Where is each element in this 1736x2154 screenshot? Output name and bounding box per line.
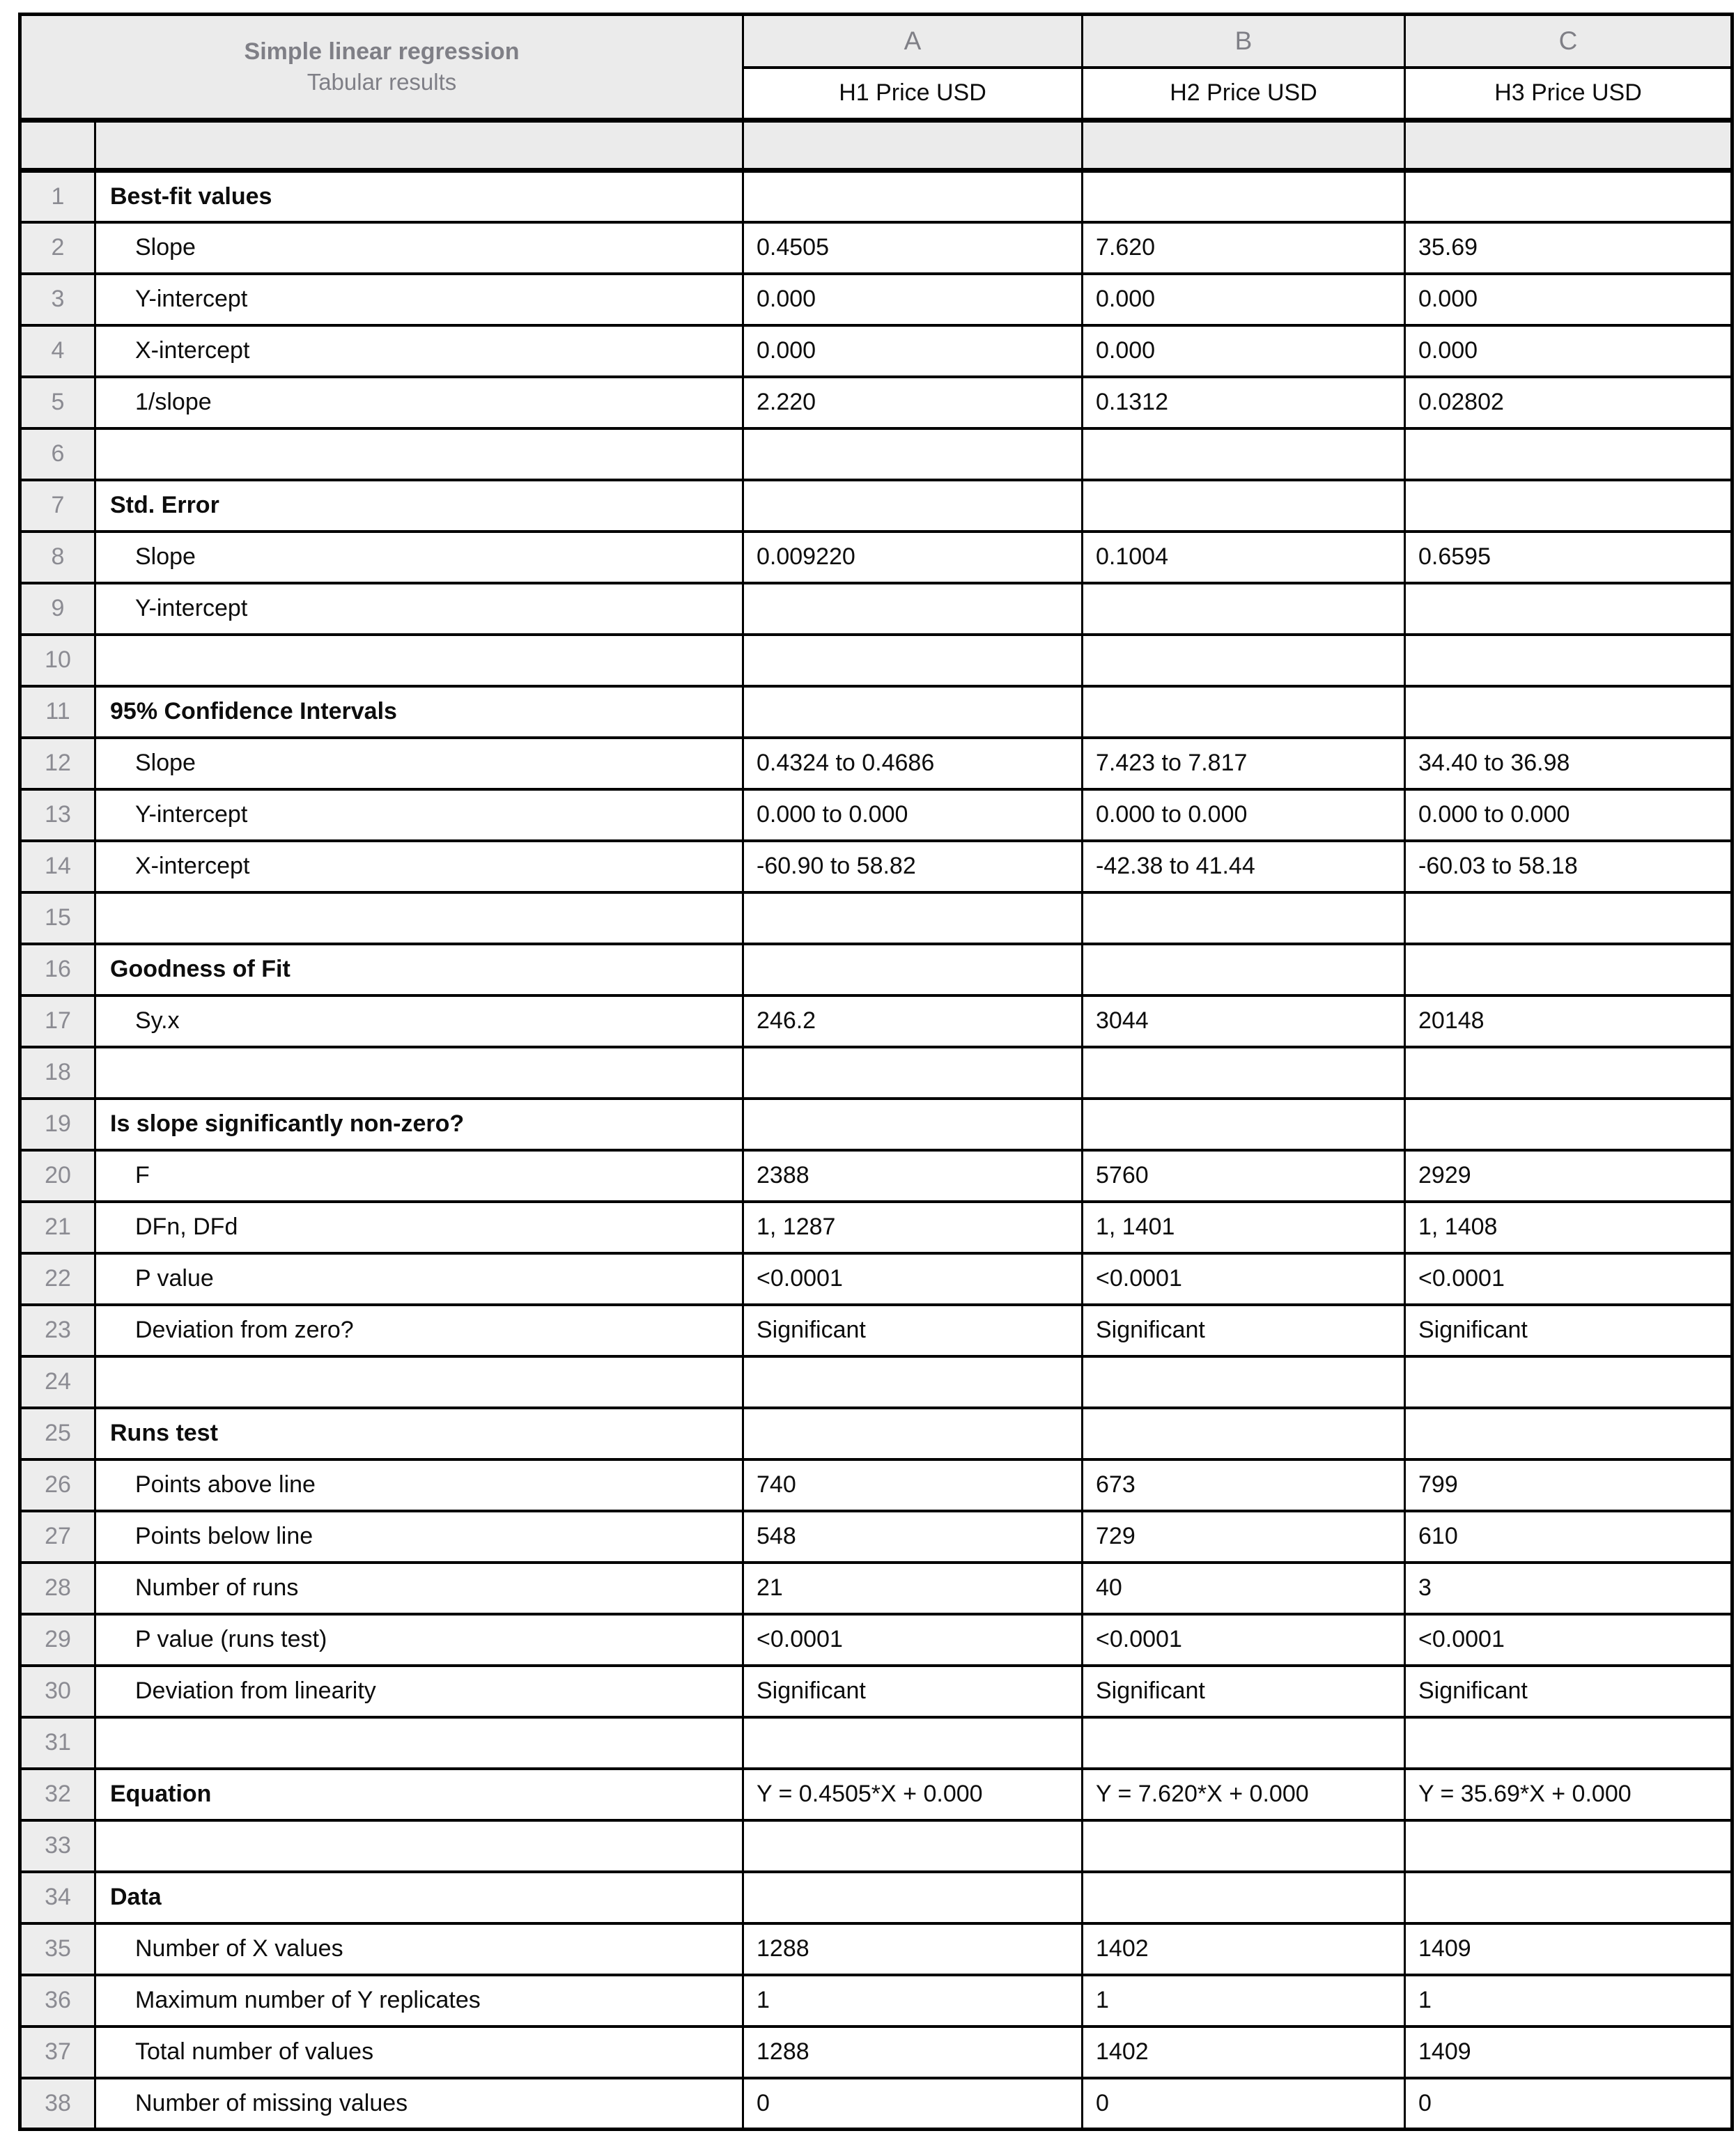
row-label-cell[interactable]: Is slope significantly non-zero? [95,1099,743,1150]
value-cell-b[interactable] [1083,944,1405,995]
value-cell-c[interactable] [1405,635,1733,686]
value-cell-b[interactable] [1083,1099,1405,1150]
row-label-cell[interactable]: Slope [95,738,743,789]
value-cell-c[interactable] [1405,1356,1733,1408]
row-label-cell[interactable] [95,1717,743,1769]
value-cell-a[interactable]: 0.000 to 0.000 [743,789,1083,841]
value-cell-a[interactable]: 2.220 [743,377,1083,428]
table-row [20,1202,1733,1253]
row-label-cell[interactable]: P value [95,1253,743,1305]
table-row [20,222,1733,274]
value-cell-c[interactable] [1405,944,1733,995]
row-number-cell[interactable]: 37 [20,2027,95,2078]
value-cell-b[interactable]: 1, 1401 [1083,1202,1405,1253]
row-number-cell[interactable]: 1 [20,171,95,222]
subheader-rownum-cell [20,121,95,171]
value-cell-a[interactable] [743,480,1083,532]
value-cell-c[interactable] [1405,1820,1733,1872]
row-label-cell[interactable]: X-intercept [95,325,743,377]
value-cell-a[interactable]: 0.000 [743,325,1083,377]
row-number-cell[interactable]: 11 [20,686,95,738]
value-cell-b[interactable]: <0.0001 [1083,1253,1405,1305]
value-cell-a[interactable]: <0.0001 [743,1253,1083,1305]
value-cell-a[interactable] [743,1047,1083,1099]
row-label-cell[interactable]: Runs test [95,1408,743,1459]
table-row [20,1820,1733,1872]
value-cell-a[interactable]: Y = 0.4505*X + 0.000 [743,1769,1083,1820]
row-number-cell[interactable]: 19 [20,1099,95,1150]
results-sheet [18,13,1734,2131]
table-row [20,686,1733,738]
row-label-cell[interactable]: Y-intercept [95,789,743,841]
value-cell-b[interactable] [1083,1408,1405,1459]
value-cell-b[interactable] [1083,1820,1405,1872]
row-label-cell[interactable]: 95% Confidence Intervals [95,686,743,738]
value-cell-b[interactable]: 673 [1083,1459,1405,1511]
table-row [20,583,1733,635]
value-cell-b[interactable]: 7.423 to 7.817 [1083,738,1405,789]
row-number-cell[interactable]: 21 [20,1202,95,1253]
table-body [20,171,1733,2130]
row-label-cell[interactable] [95,1047,743,1099]
row-label-cell[interactable]: Y-intercept [95,274,743,325]
value-cell-c[interactable] [1405,1717,1733,1769]
subheader-cell-c [1405,121,1733,171]
subheader-cell-b [1083,121,1405,171]
value-cell-c[interactable]: 2929 [1405,1150,1733,1202]
value-cell-c[interactable] [1405,428,1733,480]
subheader-label-cell [95,121,743,171]
value-cell-c[interactable]: 35.69 [1405,222,1733,274]
row-label-cell[interactable]: Deviation from zero? [95,1305,743,1356]
row-number-cell[interactable]: 22 [20,1253,95,1305]
value-cell-b[interactable] [1083,1717,1405,1769]
table-row [20,1717,1733,1769]
row-number-cell[interactable]: 17 [20,995,95,1047]
value-cell-a[interactable]: 548 [743,1511,1083,1563]
row-number-cell[interactable]: 26 [20,1459,95,1511]
table-row [20,480,1733,532]
row-number-cell[interactable]: 8 [20,532,95,583]
value-cell-a[interactable] [743,892,1083,944]
table-row [20,2027,1733,2078]
value-cell-b[interactable]: 0 [1083,2078,1405,2130]
row-label-cell[interactable]: Deviation from linearity [95,1666,743,1717]
value-cell-b[interactable] [1083,686,1405,738]
row-number-cell[interactable]: 18 [20,1047,95,1099]
value-cell-b[interactable]: 3044 [1083,995,1405,1047]
table-row [20,171,1733,222]
row-number-cell[interactable]: 30 [20,1666,95,1717]
table-row [20,325,1733,377]
row-label-cell[interactable]: Number of missing values [95,2078,743,2130]
value-cell-a[interactable]: 1288 [743,1923,1083,1975]
table-row [20,377,1733,428]
row-number-cell[interactable]: 24 [20,1356,95,1408]
row-number-cell[interactable]: 36 [20,1975,95,2027]
value-cell-a[interactable]: 1, 1287 [743,1202,1083,1253]
value-cell-b[interactable]: 5760 [1083,1150,1405,1202]
row-number-cell[interactable]: 7 [20,480,95,532]
value-cell-a[interactable] [743,1356,1083,1408]
value-cell-b[interactable]: 1 [1083,1975,1405,2027]
row-label-cell[interactable]: Slope [95,532,743,583]
value-cell-c[interactable]: 1, 1408 [1405,1202,1733,1253]
value-cell-c[interactable] [1405,1872,1733,1923]
value-cell-b[interactable] [1083,583,1405,635]
value-cell-c[interactable]: Y = 35.69*X + 0.000 [1405,1769,1733,1820]
value-cell-c[interactable]: Significant [1405,1666,1733,1717]
value-cell-a[interactable] [743,171,1083,222]
value-cell-b[interactable]: 0.1004 [1083,532,1405,583]
value-cell-b[interactable]: 0.000 [1083,274,1405,325]
value-cell-b[interactable]: 40 [1083,1563,1405,1614]
row-label-cell[interactable]: Number of X values [95,1923,743,1975]
row-label-cell[interactable]: 1/slope [95,377,743,428]
row-number-cell[interactable]: 9 [20,583,95,635]
value-cell-a[interactable]: 2388 [743,1150,1083,1202]
row-label-cell[interactable]: X-intercept [95,841,743,892]
table-row [20,1408,1733,1459]
value-cell-a[interactable] [743,1872,1083,1923]
row-label-cell[interactable]: Y-intercept [95,583,743,635]
value-cell-c[interactable]: 0.000 to 0.000 [1405,789,1733,841]
row-number-cell[interactable]: 38 [20,2078,95,2130]
value-cell-b[interactable]: Significant [1083,1305,1405,1356]
row-label-cell[interactable]: Equation [95,1769,743,1820]
row-number-cell[interactable]: 27 [20,1511,95,1563]
value-cell-b[interactable]: 0.1312 [1083,377,1405,428]
row-number-cell[interactable]: 35 [20,1923,95,1975]
table-header [20,15,1733,171]
column-letter-b[interactable]: B [1083,15,1405,68]
value-cell-b[interactable] [1083,1356,1405,1408]
table-row [20,1047,1733,1099]
table-row [20,1099,1733,1150]
row-label-cell[interactable] [95,635,743,686]
row-number-cell[interactable]: 33 [20,1820,95,1872]
row-label-cell[interactable]: Slope [95,222,743,274]
row-label-cell[interactable]: Total number of values [95,2027,743,2078]
row-label-cell[interactable]: Number of runs [95,1563,743,1614]
value-cell-a[interactable]: 0.000 [743,274,1083,325]
value-cell-c[interactable]: Significant [1405,1305,1733,1356]
value-cell-c[interactable] [1405,892,1733,944]
row-number-cell[interactable]: 10 [20,635,95,686]
value-cell-c[interactable]: 0.6595 [1405,532,1733,583]
row-number-cell[interactable]: 32 [20,1769,95,1820]
value-cell-c[interactable]: 1 [1405,1975,1733,2027]
value-cell-c[interactable] [1405,480,1733,532]
value-cell-a[interactable] [743,944,1083,995]
table-row [20,1459,1733,1511]
row-label-cell[interactable] [95,1820,743,1872]
table-row [20,1305,1733,1356]
value-cell-a[interactable]: 0.4505 [743,222,1083,274]
value-cell-a[interactable]: 0.4324 to 0.4686 [743,738,1083,789]
value-cell-c[interactable] [1405,171,1733,222]
row-number-cell[interactable]: 15 [20,892,95,944]
row-number-cell[interactable]: 5 [20,377,95,428]
value-cell-c[interactable]: 3 [1405,1563,1733,1614]
table-row [20,1253,1733,1305]
row-label-cell[interactable] [95,428,743,480]
row-label-cell[interactable]: Points above line [95,1459,743,1511]
value-cell-a[interactable]: Significant [743,1666,1083,1717]
value-cell-b[interactable]: 0.000 to 0.000 [1083,789,1405,841]
value-cell-c[interactable]: 1409 [1405,2027,1733,2078]
value-cell-c[interactable]: 0 [1405,2078,1733,2130]
value-cell-a[interactable]: 740 [743,1459,1083,1511]
table-row [20,532,1733,583]
table-row [20,789,1733,841]
value-cell-c[interactable]: 20148 [1405,995,1733,1047]
value-cell-a[interactable]: 246.2 [743,995,1083,1047]
value-cell-c[interactable]: 0.02802 [1405,377,1733,428]
value-cell-b[interactable] [1083,428,1405,480]
value-cell-b[interactable]: 0.000 [1083,325,1405,377]
column-letters-row [20,15,1733,68]
table-row [20,944,1733,995]
column-name-c[interactable]: H3 Price USD [1405,68,1733,121]
value-cell-c[interactable]: 1409 [1405,1923,1733,1975]
table-row [20,428,1733,480]
row-number-cell[interactable]: 20 [20,1150,95,1202]
table-title-cell[interactable] [20,15,743,121]
value-cell-a[interactable]: 0.009220 [743,532,1083,583]
row-label-cell[interactable] [95,892,743,944]
value-cell-b[interactable] [1083,480,1405,532]
value-cell-b[interactable]: 1402 [1083,2027,1405,2078]
row-number-cell[interactable]: 34 [20,1872,95,1923]
analysis-subtitle: Tabular results [307,68,457,95]
table-row [20,1356,1733,1408]
table-row [20,1614,1733,1666]
value-cell-b[interactable]: -42.38 to 41.44 [1083,841,1405,892]
value-cell-b[interactable] [1083,635,1405,686]
table-row [20,1975,1733,2027]
value-cell-b[interactable]: 729 [1083,1511,1405,1563]
value-cell-a[interactable] [743,686,1083,738]
row-label-cell[interactable]: Maximum number of Y replicates [95,1975,743,2027]
table-row [20,995,1733,1047]
subheader-row [20,121,1733,171]
row-number-cell[interactable]: 13 [20,789,95,841]
value-cell-a[interactable]: -60.90 to 58.82 [743,841,1083,892]
row-number-cell[interactable]: 3 [20,274,95,325]
table-row [20,2078,1733,2130]
value-cell-b[interactable] [1083,1872,1405,1923]
column-name-b[interactable]: H2 Price USD [1083,68,1405,121]
table-row [20,1872,1733,1923]
value-cell-c[interactable]: <0.0001 [1405,1614,1733,1666]
column-name-a[interactable]: H1 Price USD [743,68,1083,121]
value-cell-b[interactable]: Significant [1083,1666,1405,1717]
value-cell-c[interactable]: 34.40 to 36.98 [1405,738,1733,789]
value-cell-a[interactable] [743,428,1083,480]
table-row [20,1923,1733,1975]
value-cell-b[interactable] [1083,892,1405,944]
value-cell-a[interactable]: Significant [743,1305,1083,1356]
value-cell-a[interactable] [743,635,1083,686]
value-cell-b[interactable] [1083,171,1405,222]
row-label-cell[interactable]: Goodness of Fit [95,944,743,995]
row-label-cell[interactable]: DFn, DFd [95,1202,743,1253]
value-cell-b[interactable] [1083,1047,1405,1099]
row-number-cell[interactable]: 4 [20,325,95,377]
row-label-cell[interactable]: F [95,1150,743,1202]
row-label-cell[interactable]: Best-fit values [95,171,743,222]
table-row [20,1563,1733,1614]
value-cell-c[interactable] [1405,583,1733,635]
analysis-title: Simple linear regression [244,38,520,65]
value-cell-c[interactable]: -60.03 to 58.18 [1405,841,1733,892]
table-row [20,274,1733,325]
row-number-cell[interactable]: 28 [20,1563,95,1614]
table-row [20,1769,1733,1820]
row-number-cell[interactable]: 25 [20,1408,95,1459]
value-cell-c[interactable]: 0.000 [1405,325,1733,377]
row-number-cell[interactable]: 2 [20,222,95,274]
row-number-cell[interactable]: 14 [20,841,95,892]
row-number-cell[interactable]: 12 [20,738,95,789]
value-cell-c[interactable]: 0.000 [1405,274,1733,325]
column-letter-a[interactable]: A [743,15,1083,68]
row-label-cell[interactable] [95,1356,743,1408]
table-row [20,892,1733,944]
table-row [20,1150,1733,1202]
value-cell-c[interactable] [1405,1047,1733,1099]
row-label-cell[interactable]: Std. Error [95,480,743,532]
value-cell-b[interactable]: 1402 [1083,1923,1405,1975]
value-cell-c[interactable]: <0.0001 [1405,1253,1733,1305]
row-number-cell[interactable]: 31 [20,1717,95,1769]
value-cell-a[interactable] [743,1408,1083,1459]
table-row [20,841,1733,892]
row-label-cell[interactable]: Points below line [95,1511,743,1563]
regression-results-table [18,13,1734,2131]
column-letter-c[interactable]: C [1405,15,1733,68]
table-row [20,1666,1733,1717]
value-cell-a[interactable] [743,583,1083,635]
row-number-cell[interactable]: 6 [20,428,95,480]
row-label-cell[interactable]: Sy.x [95,995,743,1047]
value-cell-b[interactable]: Y = 7.620*X + 0.000 [1083,1769,1405,1820]
value-cell-c[interactable]: 799 [1405,1459,1733,1511]
value-cell-a[interactable]: 21 [743,1563,1083,1614]
table-row [20,738,1733,789]
value-cell-c[interactable]: 610 [1405,1511,1733,1563]
value-cell-b[interactable]: 7.620 [1083,222,1405,274]
row-label-cell[interactable]: P value (runs test) [95,1614,743,1666]
row-label-cell[interactable]: Data [95,1872,743,1923]
value-cell-b[interactable]: <0.0001 [1083,1614,1405,1666]
value-cell-c[interactable] [1405,686,1733,738]
value-cell-a[interactable] [743,1099,1083,1150]
value-cell-a[interactable] [743,1820,1083,1872]
table-row [20,1511,1733,1563]
table-row [20,635,1733,686]
value-cell-a[interactable]: <0.0001 [743,1614,1083,1666]
row-number-cell[interactable]: 16 [20,944,95,995]
subheader-cell-a [743,121,1083,171]
row-number-cell[interactable]: 23 [20,1305,95,1356]
value-cell-a[interactable] [743,1717,1083,1769]
value-cell-a[interactable]: 0 [743,2078,1083,2130]
value-cell-c[interactable] [1405,1099,1733,1150]
row-number-cell[interactable]: 29 [20,1614,95,1666]
value-cell-c[interactable] [1405,1408,1733,1459]
value-cell-a[interactable]: 1 [743,1975,1083,2027]
value-cell-a[interactable]: 1288 [743,2027,1083,2078]
